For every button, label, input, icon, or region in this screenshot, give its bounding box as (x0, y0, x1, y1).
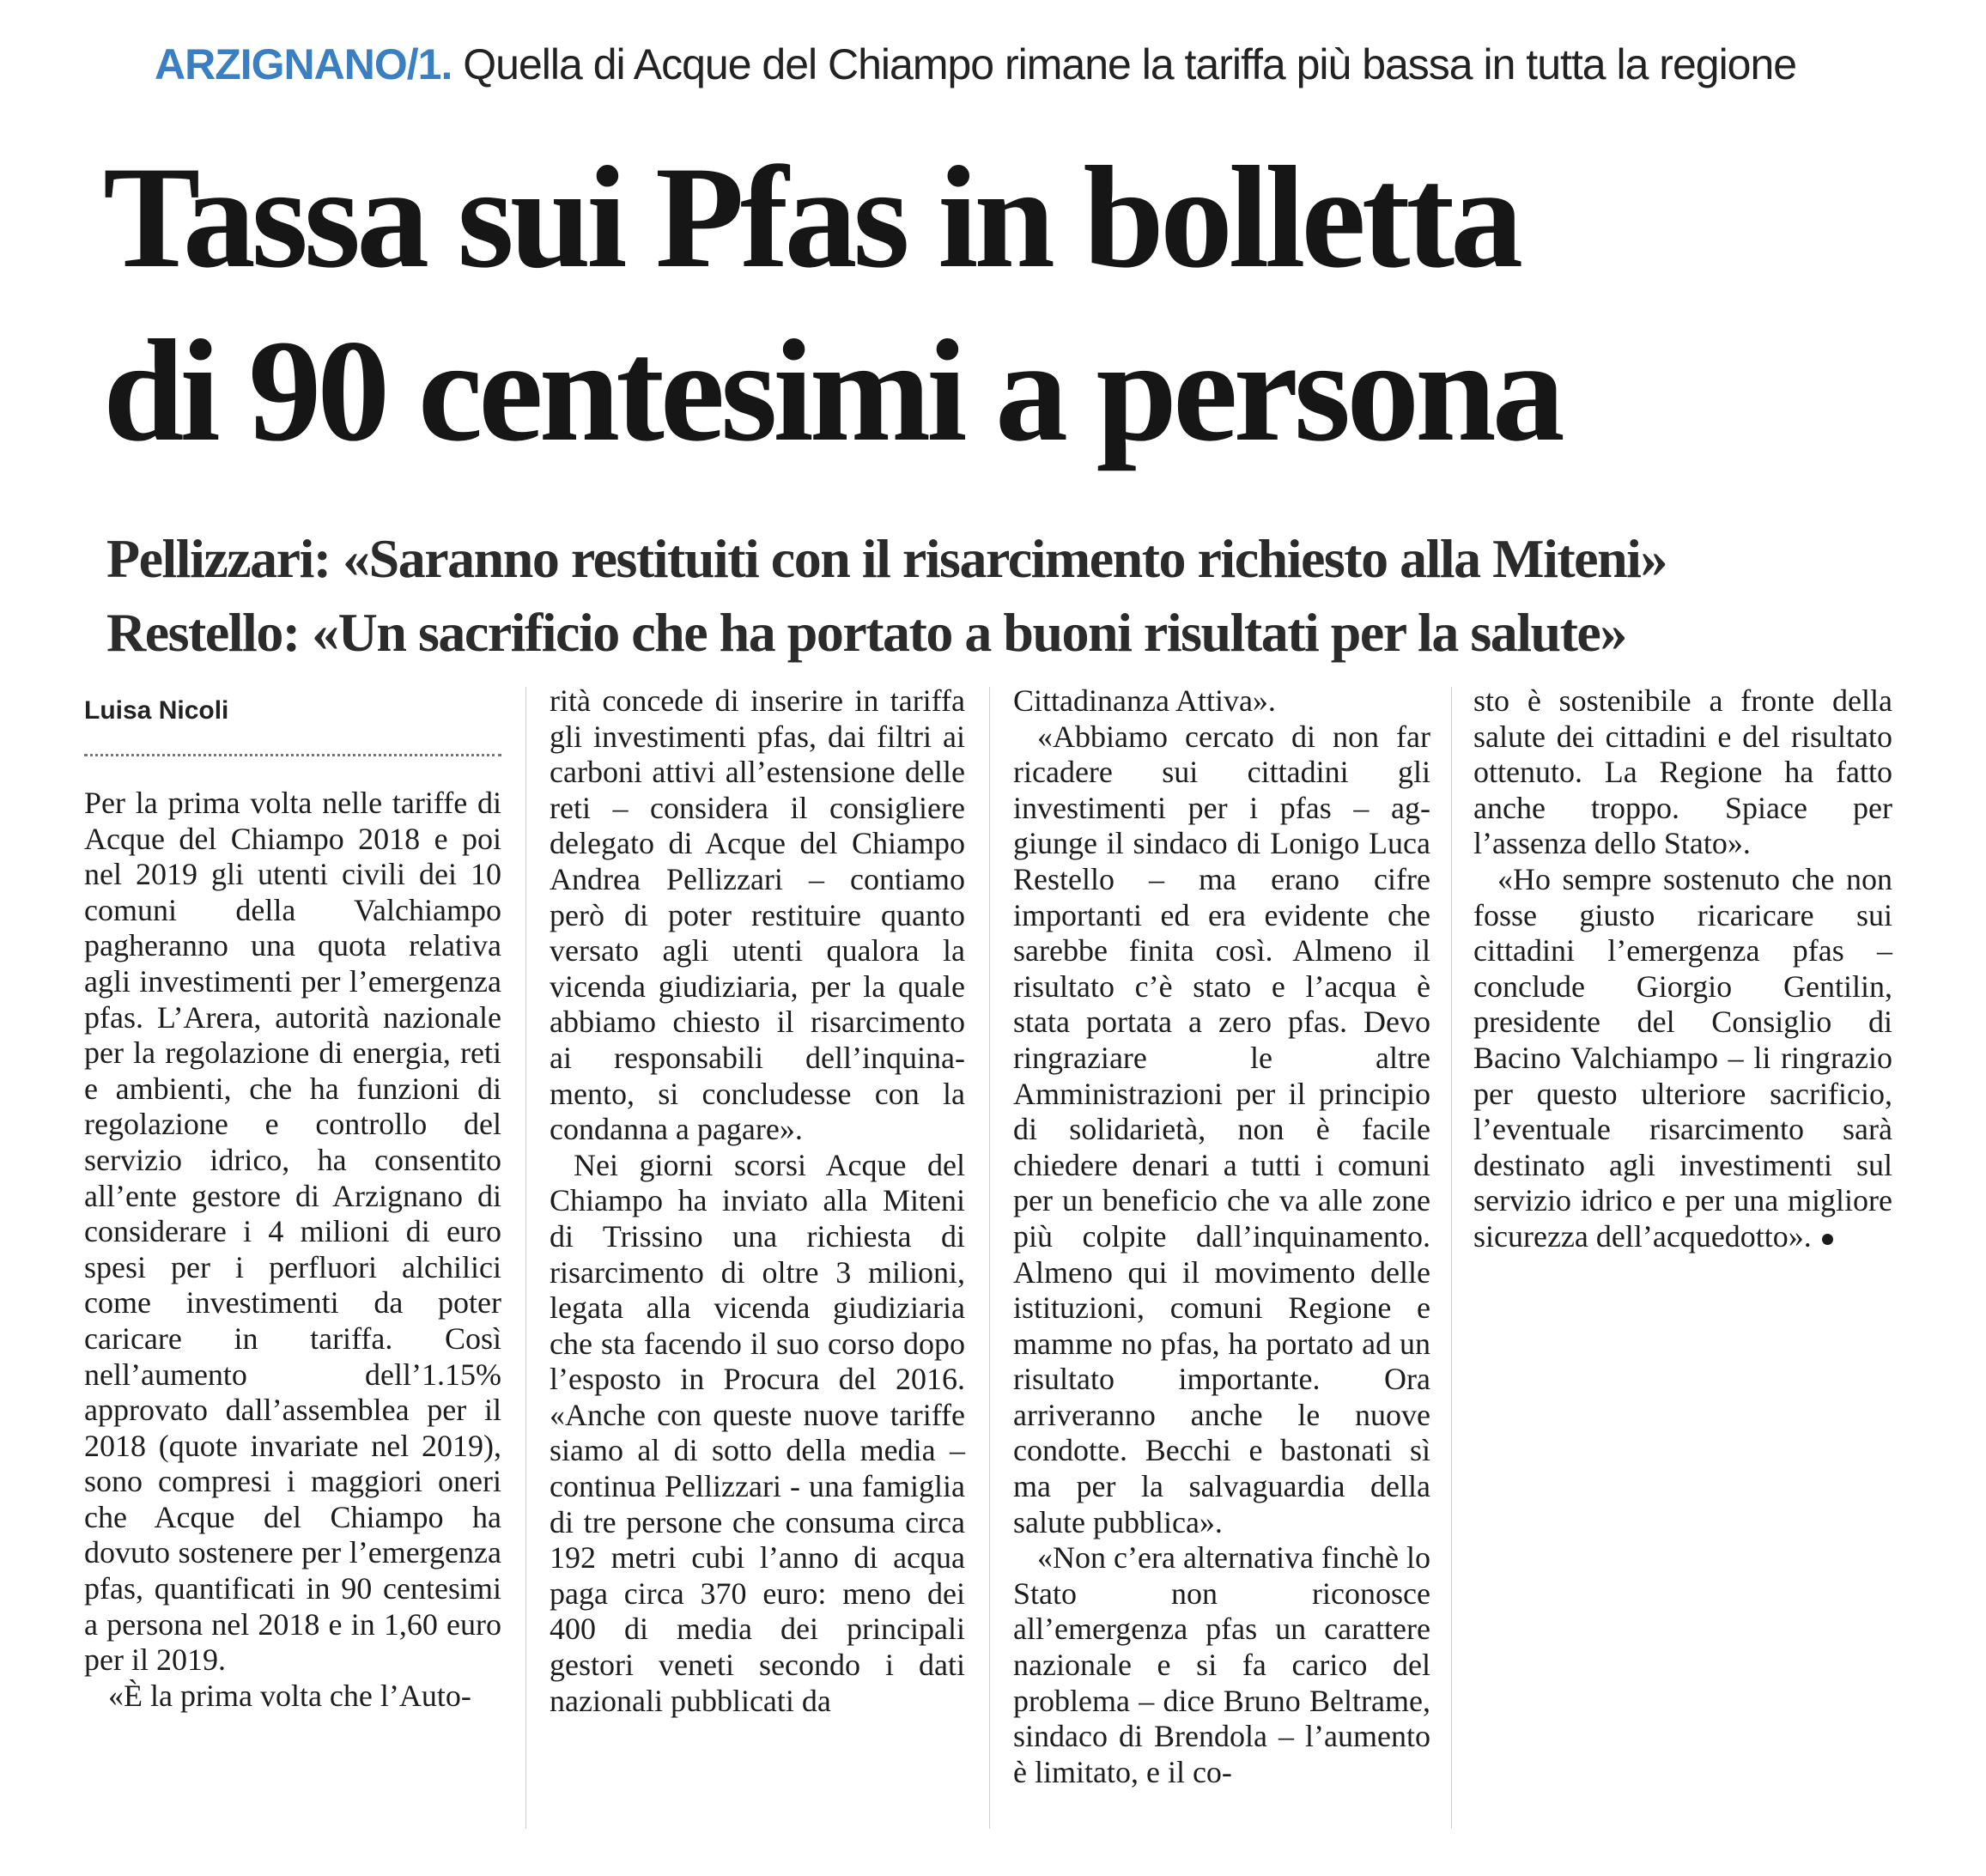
article-column-4 (1473, 683, 1892, 1255)
article-paragraph: Cittadinanza Attiva». (1013, 683, 1276, 718)
article-paragraph: Nei giorni scorsi Acque del Chiampo ha inviato alla Miteni di Trissino una richiesta di risarcimento di oltre 3 milioni, legata alla vicenda giudiziaria che sta facendo il suo corso dopo l’esposto in Procura del 2016. «Anche con queste nuove tariffe siamo al di sotto della media – continua Pellizzari - una famiglia di tre persone che consuma circa 192 metri cubi l’anno di acqua paga circa 370 euro: meno dei 400 di media dei principali gestori veneti secondo i dati nazionali pubblicati da (550, 1147, 965, 1718)
article-paragraph: sto è sostenibile a fronte della salute dei cittadini e del risultato ottenuto. La Regione ha fatto anche troppo. Spiace per l’assenza dello Stato». (1473, 683, 1892, 861)
kicker-section-tag: ARZIGNANO/1. (155, 40, 452, 88)
kicker-text: Quella di Acque del Chiampo rimane la tariffa più bassa in tutta la regione (463, 40, 1797, 88)
article-paragraph: Per la prima volta nelle tariffe di Acque del Chiampo 2018 e poi nel 2019 gli utenti civili dei 10 comuni della Valchiampo pagheranno una quota relativa agli investimenti per l’emergenza pfas. L’Arera, autorità nazionale per la regolazione di energia, reti e ambienti, che ha funzioni di regolazione e controllo del servizio idrico, ha consentito all’ente gestore di Arzignano di considerare i 4 milioni di euro spesi per i perfluori alchilici come investimenti da poter caricare in tariffa. Così nell’aumento dell’1.15% approvato dall’assemblea per il 2018 (quote invariate nel 2019), sono compresi i maggiori oneri che Acque del Chiampo ha dovuto sostenere per l’emergenza pfas, quantificati in 90 centesimi a persona nel 2018 e in 1,60 euro per il 2019. (84, 786, 501, 1678)
subheadline-quote-pellizzari: Pellizzari: «Saranno restituiti con il risarcimento richiesto alla Miteni» (106, 528, 1667, 589)
article-paragraph: «Abbiamo cercato di non far ricadere sui cittadini gli investimenti per i pfas – aggiunge il sindaco di Lonigo Luca Restello – ma erano cifre importanti ed era evidente che sarebbe finita così. Almeno il risultato c’è stato e l’acqua è stata portata a zero pfas. Devo ringraziare le altre Amministrazioni per il principio di solidarietà, non è facile chiedere denari a tutti i comuni per un beneficio che va alle zone più colpite dall’inquinamento. Almeno qui il movimento delle istituzioni, comuni Regione e mamme no pfas, ha portato ad un risultato importante. Ora arriveranno anche le nuove condotte. Becchi e bastonati sì ma per la salvaguardia della salute pubblica». (1013, 719, 1430, 1539)
article-paragraph-final (1473, 862, 1892, 1255)
column-divider (989, 687, 990, 1829)
kicker-line (155, 34, 1872, 94)
headline (103, 131, 1906, 477)
byline-author: Luisa Nicoli (84, 696, 229, 725)
column-divider (525, 687, 526, 1829)
headline-line-1: Tassa sui Pfas in bolletta (103, 137, 1520, 298)
article-paragraph-final-text: «Ho sempre sostenuto che non fosse giusto ricaricare sui cittadini l’emergenza pfas – conclude Giorgio Gentilin, presidente del Consiglio di Bacino Valchiampo – li ringrazio per questo ulteriore sacrificio, l’eventuale risarcimento sarà destinato agli investimenti sul servizio idrico e per una migliore sicurezza dell’acquedotto». (1473, 861, 1892, 1254)
byline-divider (84, 754, 501, 756)
article-column-1 (84, 678, 501, 1714)
article-column-3 (1013, 683, 1430, 1790)
column-divider (1451, 687, 1452, 1829)
article-paragraph: rità concede di inserire in tariffa gli investimenti pfas, dai filtri ai carboni attivi all’estensione delle reti – considera il consigliere delegato di Acque del Chiampo Andrea Pellizzari – contiamo però di poter restituire quanto versato agli utenti qualora la vicenda giudiziaria, per la quale abbiamo chiesto il risarcimento ai responsabili dell’inquinamento, si concludesse con la condanna a pagare». (550, 683, 965, 1147)
article-column-2 (550, 683, 965, 1719)
subheadline-quote-restello: Restello: «Un sacrificio che ha portato a buoni risultati per la salute» (106, 602, 1626, 663)
article-paragraph: «È la prima volta che l’Auto- (108, 1678, 471, 1713)
end-of-article-bullet-icon (1822, 1234, 1833, 1245)
headline-line-2: di 90 centesimi a persona (103, 310, 1561, 471)
subheadline (106, 522, 1927, 670)
article-paragraph: «Non c’era alternativa finchè lo Stato non riconosce all’emergenza pfas un carattere nazionale e si fa carico del problema – dice Bruno Beltrame, sindaco di Brendola – l’aumento è limitato, e il co- (1013, 1540, 1430, 1789)
